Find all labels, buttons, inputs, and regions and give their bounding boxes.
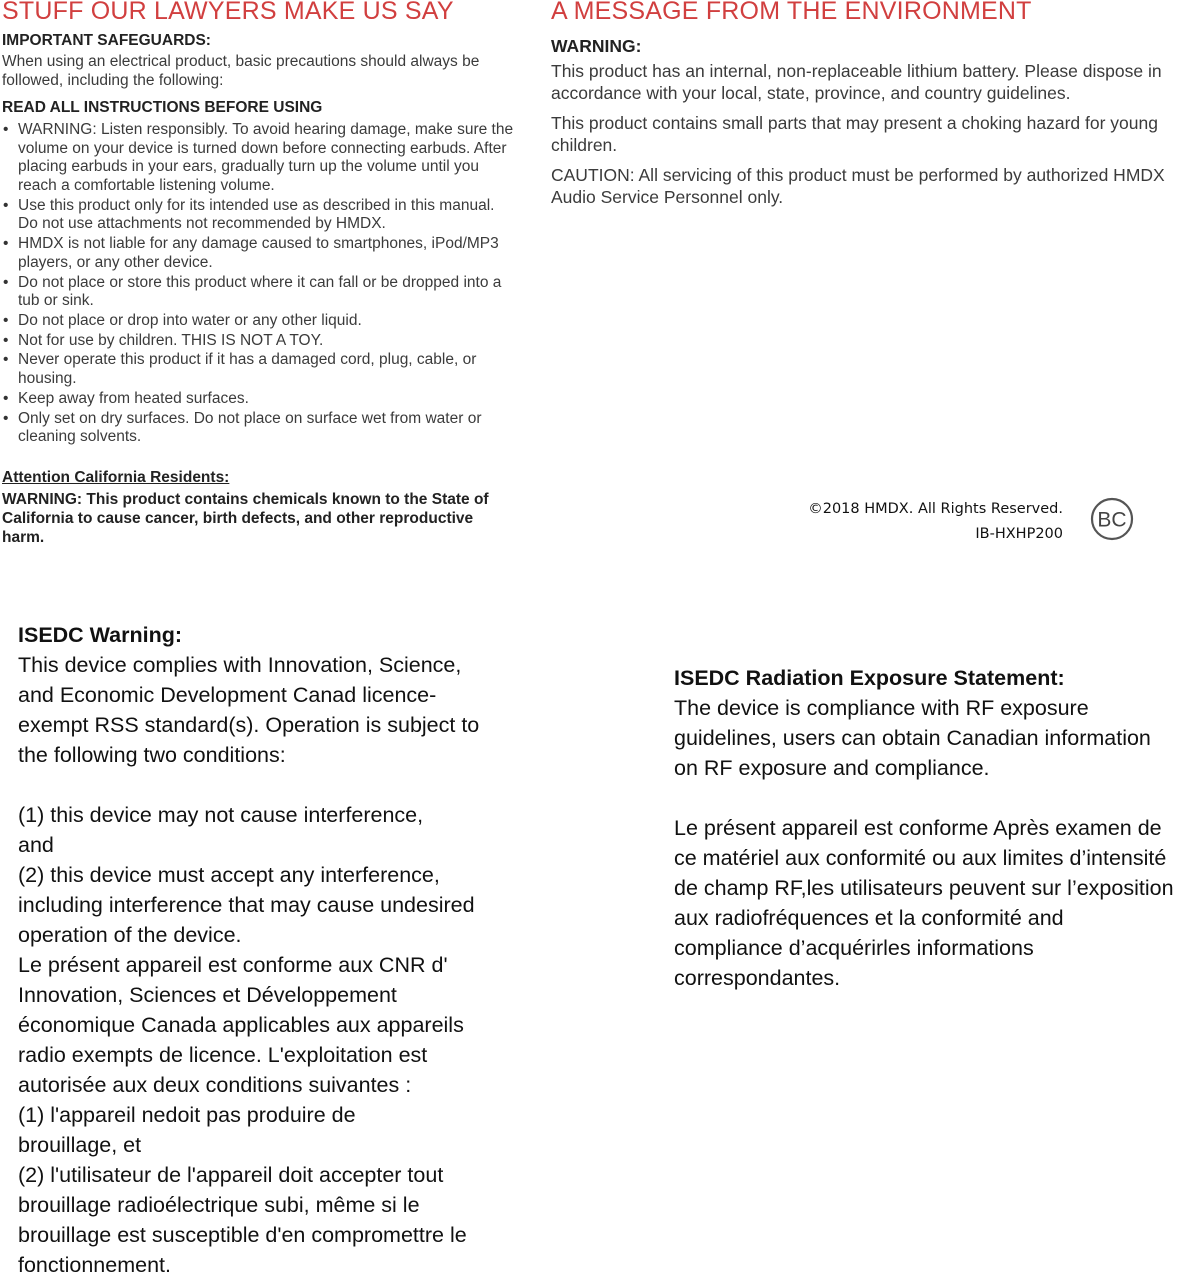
safeguards-section (2, 0, 514, 547)
california-warning: WARNING: This product contains chemicals known to the State of California to cause cancer, birth defects, and other reproductive harm. (2, 490, 489, 546)
list-item: • Do not place or store this product where it can fall or be dropped into a tub or sink. (3, 273, 502, 310)
list-item: • Use this product only for its intended use as described in this manual. Do not use attachments not recommended by HMDX. (3, 196, 495, 233)
isedc-radiation-section (674, 663, 1178, 993)
battery-paragraph: This product has an internal, non-replaceable lithium battery. Please dispose in accordance with your local, state, province, and country guidelines. (551, 61, 1162, 103)
list-item: • Not for use by children. THIS IS NOT A TOY. (3, 331, 324, 349)
list-item: • WARNING: Listen responsibly. To avoid hearing damage, make sure the volume on your device is turned down before connecting earbuds. After placing earbuds in your ears, gradually turn up the volume until you reach a comfortable listening volume. (3, 121, 514, 194)
list-item: • Keep away from heated surfaces. (3, 389, 249, 407)
environment-title: A MESSAGE FROM THE ENVIRONMENT (551, 0, 1032, 25)
environment-warning-heading: WARNING: (551, 36, 642, 56)
california-heading: Attention California Residents: (2, 468, 230, 486)
isedc-warning-intro: This device complies with Innovation, Science, and Economic Development Canad licence-exempt RSS standard(s). Operation is subject to the following two conditions: (18, 653, 480, 767)
copyright-text: ©2018 HMDX. All Rights Reserved. (808, 501, 1063, 517)
choking-paragraph: This product contains small parts that may present a choking hazard for young children. (551, 113, 1158, 155)
bullet-icon: • (3, 196, 9, 214)
list-item: • Never operate this product if it has a damaged cord, plug, cable, or housing. (3, 351, 477, 388)
list-item: • Only set on dry surfaces. Do not place on surface wet from water or cleaning solvents. (3, 409, 482, 446)
bc-logo-icon (1090, 497, 1134, 541)
bullet-icon: • (3, 273, 9, 291)
lawyers-title: STUFF OUR LAWYERS MAKE US SAY (2, 0, 454, 25)
list-item: • HMDX is not liable for any damage caused to smartphones, iPod/MP3 players, or any other device. (3, 235, 499, 271)
isedc-warning-section (18, 620, 498, 1280)
isedc-radiation-english: The device is compliance with RF exposure guidelines, users can obtain Canadian information on RF exposure and compliance. (674, 696, 1151, 780)
safeguards-list (2, 121, 514, 447)
safeguards-intro: When using an electrical product, basic precautions should always be followed, including the following: (2, 53, 480, 89)
bullet-icon: • (3, 311, 9, 329)
list-item: • Do not place or drop into water or any other liquid. (3, 311, 362, 329)
copyright-block (700, 497, 1063, 547)
isedc-warning-heading: ISEDC Warning: (18, 623, 183, 647)
bullet-icon: • (3, 409, 9, 427)
bullet-icon: • (3, 121, 9, 139)
bullet-icon: • (3, 235, 9, 253)
caution-paragraph: CAUTION: All servicing of this product must be performed by authorized HMDX Audio Service Personnel only. (551, 165, 1165, 207)
bullet-icon: • (3, 389, 9, 407)
isedc-warning-conditions: (1) this device may not cause interference, and (2) this device must accept any interference, including interference that may cause undesired operation of the device. Le présent appareil est conforme aux CNR d' Innovation, Sciences et Développement économique Canada applicables aux appareils radio exempts de licence. L'exploitation est autorisée aux deux conditions suivantes : (1) l'appareil nedoit pas produire de brouillage, et (2) l'utilisateur de l'appareil doit accepter tout brouillage radioélectrique subi, même si le brouillage est susceptible d'en compromettre le fonctionnement. (18, 803, 475, 1277)
bc-logo-text: BC (1097, 508, 1127, 532)
bullet-icon: • (3, 331, 9, 349)
isedc-radiation-french: Le présent appareil est conforme Après examen de ce matériel aux conformité ou aux limites d’intensité de champ RF,les utilisateurs peuvent sur l’exposition aux radiofréquences et la conformité and compliance d’acquérirles informations correspondantes. (674, 816, 1174, 990)
model-number: IB-HXHP200 (975, 526, 1063, 542)
safeguards-heading: IMPORTANT SAFEGUARDS: (2, 32, 211, 49)
bullet-icon: • (3, 351, 9, 369)
instructions-heading: READ ALL INSTRUCTIONS BEFORE USING (2, 99, 323, 117)
isedc-radiation-heading: ISEDC Radiation Exposure Statement: (674, 666, 1065, 690)
environment-section (551, 0, 1178, 208)
